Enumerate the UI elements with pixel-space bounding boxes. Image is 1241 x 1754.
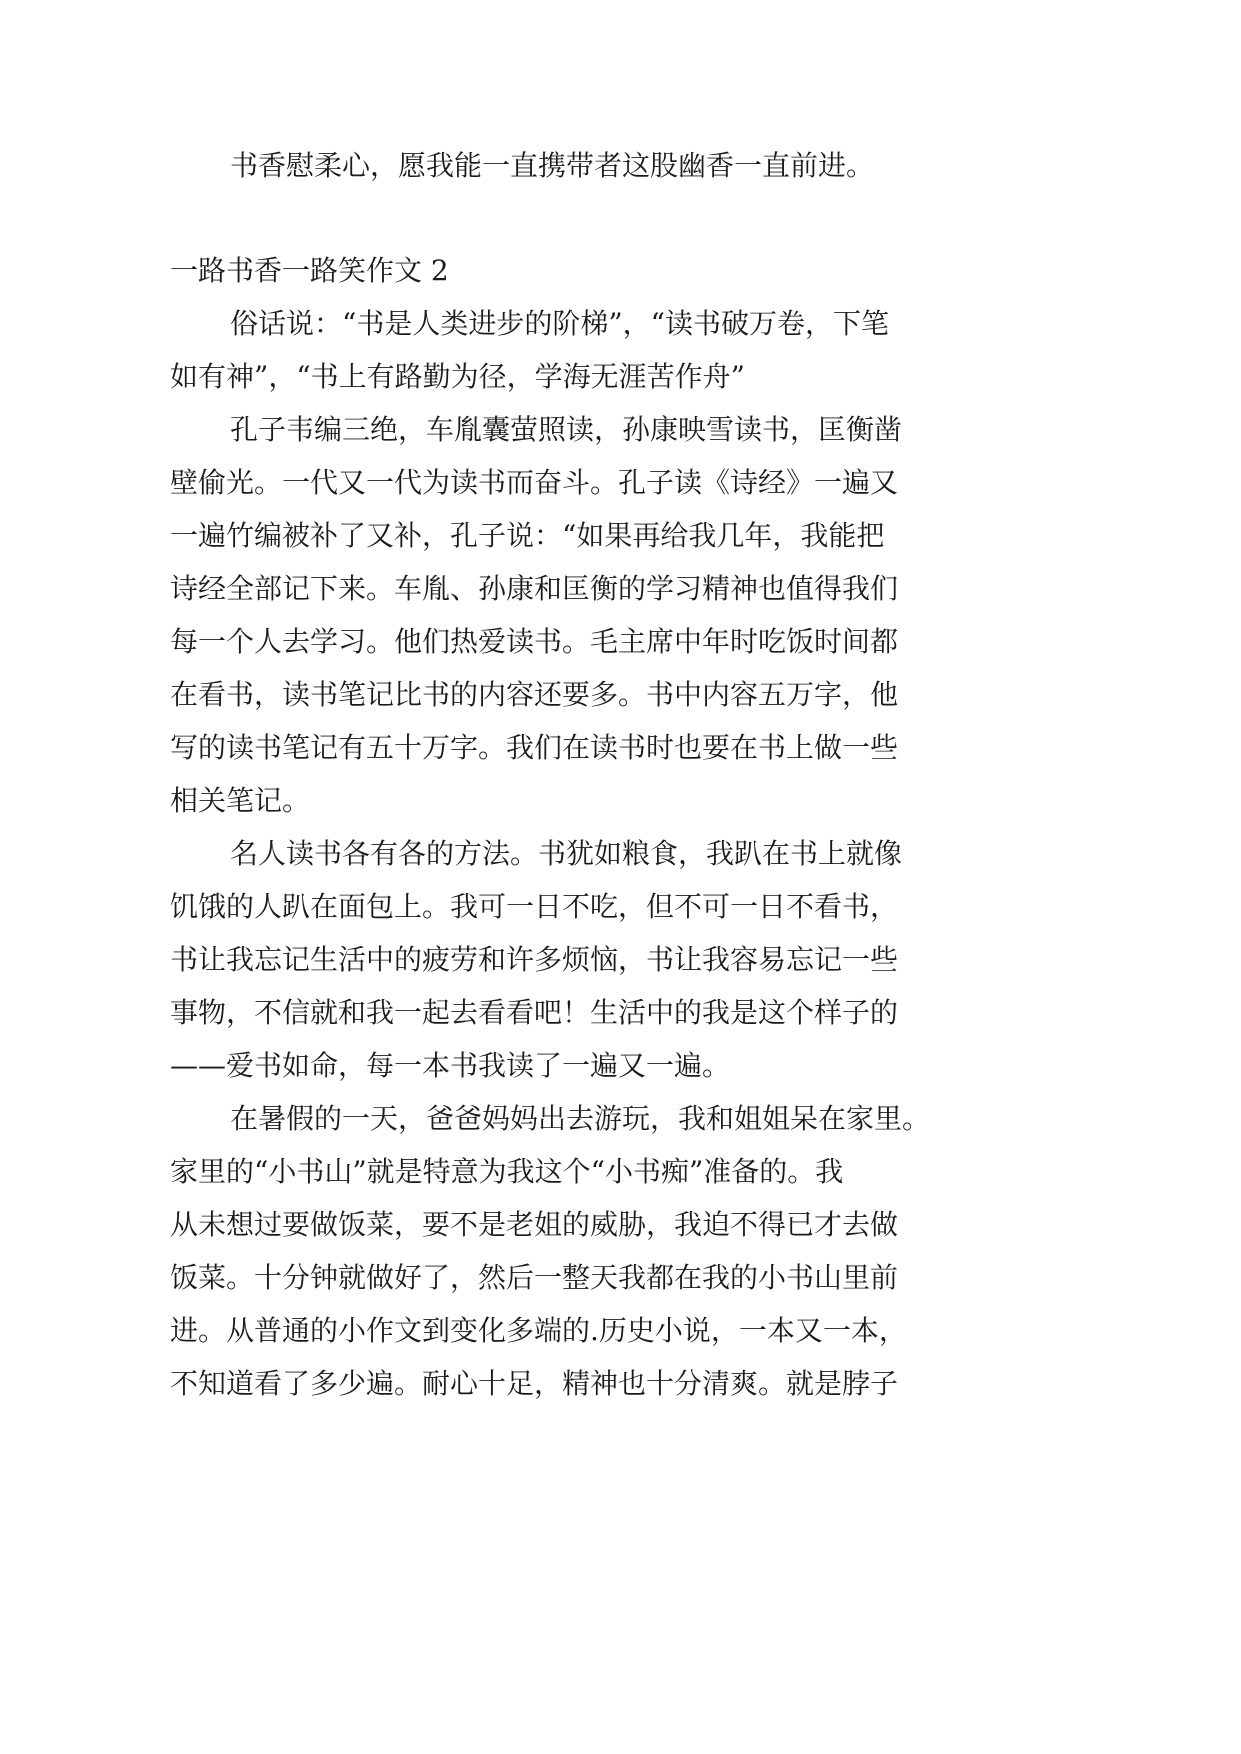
paragraph-line: 一遍竹编被补了又补，孔子说：“如果再给我几年，我能把 [170,519,885,552]
paragraph-line: 俗话说：“书是人类进步的阶梯”，“读书破万卷，下笔 [230,307,889,340]
paragraph-line: 写的读书笔记有五十万字。我们在读书时也要在书上做一些 [170,731,899,764]
paragraph-line: 孔子韦编三绝，车胤囊萤照读，孙康映雪读书，匡衡凿 [230,413,903,446]
paragraph-line: 事物，不信就和我一起去看看吧！生活中的我是这个样子的 [170,996,899,1029]
paragraph-line: 不知道看了多少遍。耐心十足，精神也十分清爽。就是脖子 [170,1367,899,1400]
paragraph-line: 壁偷光。一代又一代为读书而奋斗。孔子读《诗经》一遍又 [170,466,899,499]
paragraph-line: 相关笔记。 [170,784,311,817]
paragraph-line: 饥饿的人趴在面包上。我可一日不吃，但不可一日不看书， [170,890,899,923]
paragraph-line: 名人读书各有各的方法。书犹如粮食，我趴在书上就像 [230,837,903,870]
paragraph-line: 在看书，读书笔记比书的内容还要多。书中内容五万字，他 [170,678,899,711]
paragraph-line: ——爱书如命，每一本书我读了一遍又一遍。 [170,1049,731,1082]
section-heading: 一路书香一路笑作文 2 [170,254,449,287]
paragraph-line: 家里的“小书山”就是特意为我这个“小书痴”准备的。我 [170,1155,844,1188]
paragraph-line: 进。从普通的小作文到变化多端的.历史小说，一本又一本， [170,1314,907,1347]
paragraph-line: 书让我忘记生活中的疲劳和许多烦恼，书让我容易忘记一些 [170,943,899,976]
paragraph-line: 从未想过要做饭菜，要不是老姐的威胁，我迫不得已才去做 [170,1208,899,1241]
paragraph-line: 书香慰柔心，愿我能一直携带者这股幽香一直前进。 [230,149,875,182]
paragraph-line: 在暑假的一天，爸爸妈妈出去游玩，我和姐姐呆在家里。 [230,1102,931,1135]
paragraph-line: 诗经全部记下来。车胤、孙康和匡衡的学习精神也值得我们 [170,572,899,605]
paragraph-line: 饭菜。十分钟就做好了，然后一整天我都在我的小书山里前 [170,1261,899,1294]
paragraph-line: 如有神”，“书上有路勤为径，学海无涯苦作舟” [170,360,745,393]
paragraph-line: 每一个人去学习。他们热爱读书。毛主席中年时吃饭时间都 [170,625,899,658]
